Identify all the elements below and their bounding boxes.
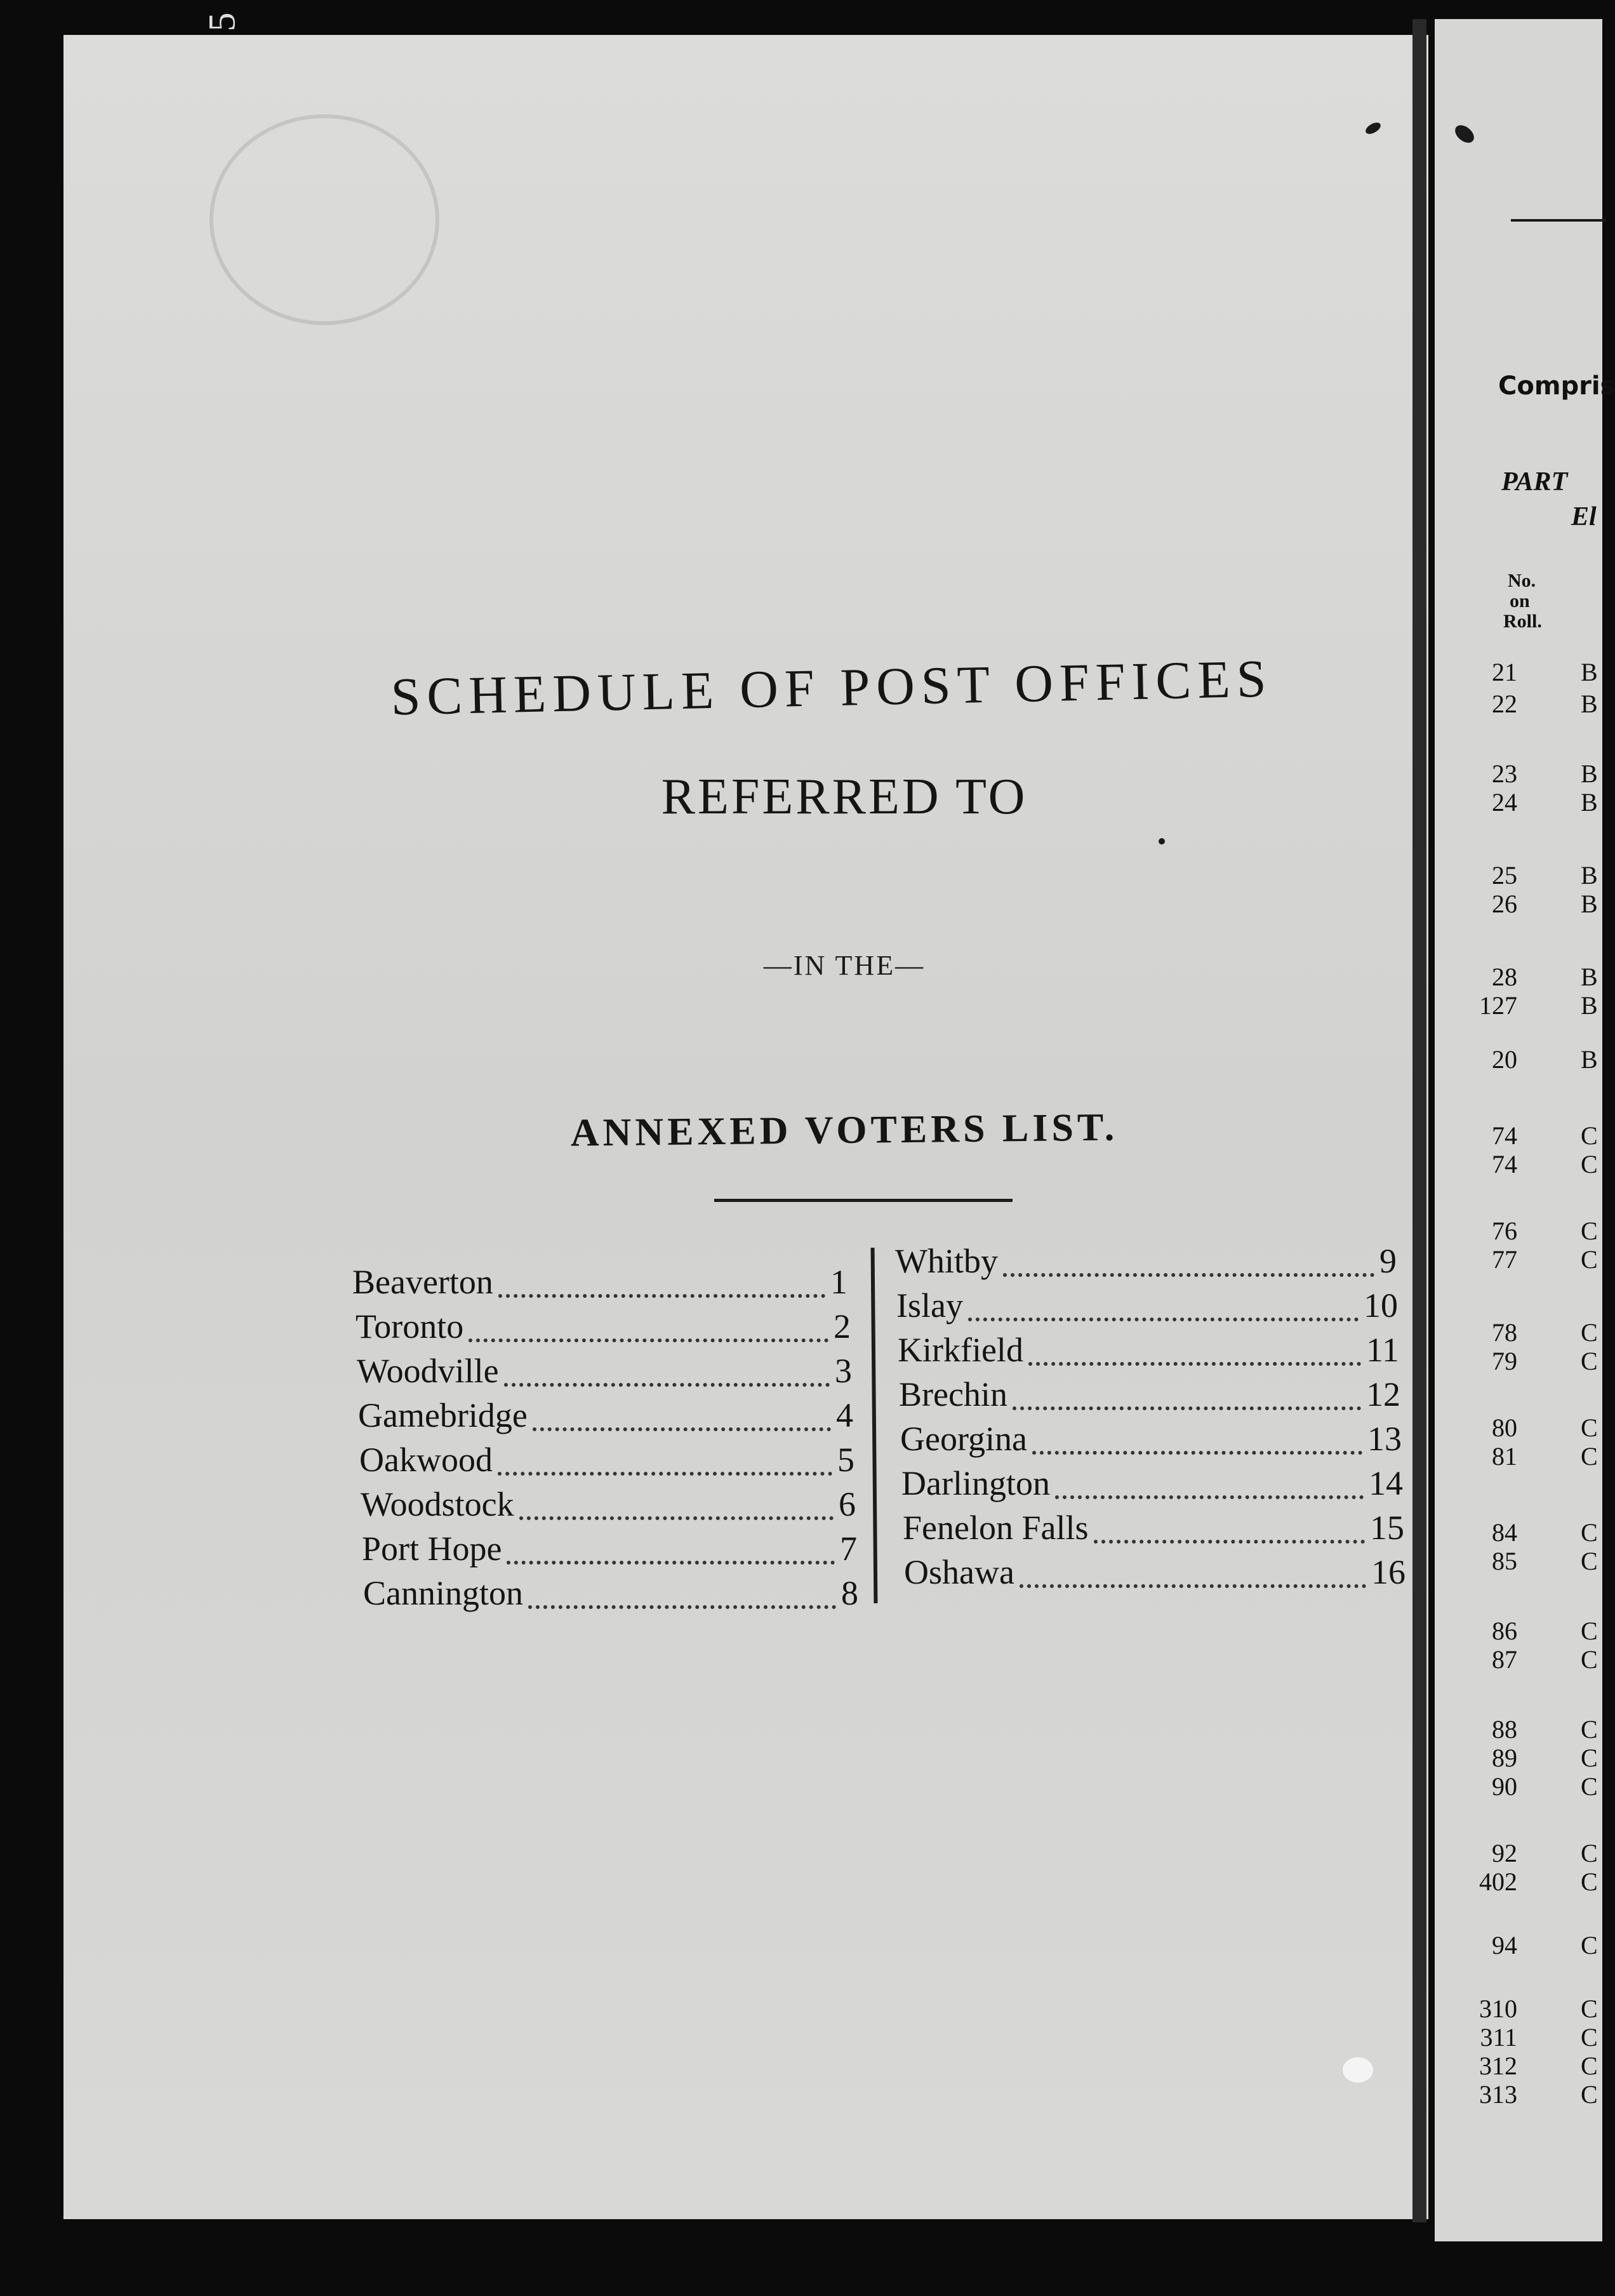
roll-header-line2: on bbox=[1510, 591, 1530, 611]
roll-number: 313 bbox=[1479, 2080, 1517, 2109]
post-office-entry bbox=[901, 1464, 1403, 1504]
roll-name-initial: C bbox=[1581, 1121, 1598, 1150]
roll-number: 312 bbox=[1479, 2052, 1517, 2080]
roll-number: 24 bbox=[1492, 788, 1517, 817]
schedule-title: SCHEDULE OF POST OFFICES bbox=[390, 649, 1273, 727]
post-office-name: Toronto bbox=[356, 1307, 464, 1345]
roll-number: 88 bbox=[1492, 1715, 1517, 1744]
post-office-entry bbox=[363, 1573, 858, 1614]
leader-dots bbox=[1094, 1530, 1366, 1544]
post-office-entry bbox=[361, 1485, 856, 1525]
faded-stamp bbox=[209, 114, 439, 325]
roll-name-initial: C bbox=[1581, 2080, 1598, 2109]
post-office-number: 11 bbox=[1366, 1331, 1399, 1369]
roll-number: 26 bbox=[1492, 890, 1517, 918]
roll-name-initial: C bbox=[1581, 1715, 1598, 1744]
leader-dots bbox=[519, 1506, 834, 1520]
roll-name-initial: C bbox=[1581, 2023, 1598, 2052]
roll-number: 310 bbox=[1479, 1994, 1517, 2023]
post-office-number: 7 bbox=[840, 1530, 857, 1568]
roll-name-initial: C bbox=[1581, 1617, 1598, 1645]
post-office-entry bbox=[903, 1508, 1404, 1549]
roll-number: 89 bbox=[1492, 1744, 1517, 1772]
roll-name-initial: B bbox=[1581, 861, 1598, 890]
post-office-name: Brechin bbox=[899, 1375, 1007, 1413]
post-office-entry bbox=[898, 1330, 1399, 1371]
post-office-name: Islay bbox=[896, 1286, 963, 1325]
roll-name-initial: C bbox=[1581, 1645, 1598, 1674]
roll-number: 78 bbox=[1492, 1318, 1517, 1347]
roll-name-initial: B bbox=[1581, 963, 1598, 991]
leader-dots bbox=[528, 1595, 836, 1609]
post-office-entry bbox=[359, 1440, 854, 1481]
roll-name-initial: C bbox=[1581, 1318, 1598, 1347]
ink-speck bbox=[1159, 838, 1165, 844]
post-office-number: 3 bbox=[835, 1352, 852, 1390]
roll-name-initial: C bbox=[1581, 1547, 1598, 1575]
roll-name-initial: B bbox=[1581, 690, 1598, 718]
leader-dots bbox=[1020, 1574, 1366, 1588]
page-fold-line bbox=[1412, 19, 1426, 2222]
roll-number: 127 bbox=[1479, 991, 1517, 1020]
leader-dots bbox=[507, 1551, 835, 1565]
roll-name-initial: C bbox=[1581, 1772, 1598, 1801]
post-office-number: 4 bbox=[836, 1396, 853, 1434]
roll-name-initial: C bbox=[1581, 1150, 1598, 1178]
roll-name-initial: B bbox=[1581, 658, 1598, 686]
post-office-number: 16 bbox=[1371, 1553, 1406, 1591]
post-office-name: Gamebridge bbox=[358, 1396, 528, 1434]
post-office-name: Kirkfield bbox=[898, 1331, 1023, 1369]
leader-dots bbox=[504, 1373, 830, 1387]
post-office-name: Fenelon Falls bbox=[903, 1509, 1089, 1547]
post-office-entry bbox=[362, 1529, 857, 1570]
post-office-name: Woodstock bbox=[361, 1485, 514, 1523]
part-label-line2: El bbox=[1571, 502, 1597, 531]
post-office-entry bbox=[904, 1552, 1406, 1593]
leader-dots bbox=[1055, 1485, 1364, 1499]
post-office-number: 2 bbox=[834, 1307, 851, 1345]
roll-number: 94 bbox=[1492, 1931, 1517, 1959]
roll-number: 21 bbox=[1492, 658, 1517, 686]
post-office-entry bbox=[358, 1396, 853, 1436]
post-office-number: 14 bbox=[1369, 1464, 1403, 1502]
roll-number: 85 bbox=[1492, 1547, 1517, 1575]
leader-dots bbox=[498, 1462, 832, 1476]
post-office-number: 10 bbox=[1364, 1286, 1398, 1325]
post-office-number: 13 bbox=[1367, 1420, 1402, 1458]
roll-number: 81 bbox=[1492, 1442, 1517, 1471]
roll-number: 76 bbox=[1492, 1217, 1517, 1245]
post-office-name: Oakwood bbox=[359, 1441, 493, 1479]
post-office-entry bbox=[356, 1307, 851, 1347]
post-office-number: 1 bbox=[830, 1263, 847, 1301]
roll-name-initial: C bbox=[1581, 1867, 1598, 1896]
comprising-label: Compris bbox=[1498, 371, 1615, 401]
leader-dots bbox=[498, 1284, 825, 1298]
leader-dots bbox=[1032, 1441, 1362, 1455]
roll-name-initial: C bbox=[1581, 2052, 1598, 2080]
post-office-name: Oshawa bbox=[904, 1553, 1014, 1591]
post-office-entry bbox=[357, 1351, 852, 1392]
post-office-number: 9 bbox=[1379, 1242, 1397, 1280]
roll-number: 74 bbox=[1492, 1150, 1517, 1178]
roll-number: 25 bbox=[1492, 861, 1517, 890]
post-office-entry bbox=[900, 1419, 1402, 1460]
roll-name-initial: C bbox=[1581, 1744, 1598, 1772]
post-office-name: Beaverton bbox=[352, 1263, 493, 1301]
roll-number: 22 bbox=[1492, 690, 1517, 718]
roll-number: 74 bbox=[1492, 1121, 1517, 1150]
post-office-number: 15 bbox=[1370, 1509, 1404, 1547]
roll-number: 80 bbox=[1492, 1413, 1517, 1442]
title-rule bbox=[714, 1199, 1013, 1202]
post-office-name: Cannington bbox=[363, 1574, 523, 1612]
roll-name-initial: C bbox=[1581, 1217, 1598, 1245]
post-office-name: Georgina bbox=[900, 1420, 1027, 1458]
paper-speck bbox=[1343, 2057, 1373, 2083]
roll-name-initial: C bbox=[1581, 1931, 1598, 1959]
roll-name-initial: B bbox=[1581, 890, 1598, 918]
post-office-entry bbox=[896, 1286, 1398, 1326]
post-office-name: Woodville bbox=[357, 1352, 499, 1390]
roll-number: 90 bbox=[1492, 1772, 1517, 1801]
roll-number: 23 bbox=[1492, 759, 1517, 788]
leader-dots bbox=[1003, 1263, 1374, 1277]
part-label: PART bbox=[1501, 467, 1568, 497]
roll-name-initial: C bbox=[1581, 1518, 1598, 1547]
roll-number: 20 bbox=[1492, 1045, 1517, 1074]
post-office-entry bbox=[352, 1262, 847, 1303]
roll-number: 84 bbox=[1492, 1518, 1517, 1547]
header-rule bbox=[1511, 219, 1606, 222]
list-title: ANNEXED VOTERS LIST. bbox=[570, 1105, 1119, 1155]
post-office-number: 8 bbox=[841, 1574, 858, 1612]
roll-number: 86 bbox=[1492, 1617, 1517, 1645]
roll-name-initial: B bbox=[1581, 1045, 1598, 1074]
roll-name-initial: B bbox=[1581, 788, 1598, 817]
roll-header-line3: Roll. bbox=[1503, 611, 1542, 632]
post-office-name: Port Hope bbox=[362, 1530, 502, 1568]
roll-name-initial: C bbox=[1581, 1245, 1598, 1274]
schedule-subtitle: REFERRED TO bbox=[661, 769, 1028, 825]
roll-name-initial: C bbox=[1581, 1413, 1598, 1442]
post-office-name: Darlington bbox=[901, 1464, 1050, 1502]
leader-dots bbox=[533, 1417, 831, 1431]
roll-header-line1: No. bbox=[1508, 570, 1536, 591]
post-office-name: Whitby bbox=[895, 1242, 998, 1280]
roll-number: 92 bbox=[1492, 1839, 1517, 1867]
right-page bbox=[1435, 19, 1615, 2241]
roll-number: 79 bbox=[1492, 1347, 1517, 1375]
roll-number: 402 bbox=[1479, 1867, 1517, 1896]
corner-mark: 5 bbox=[201, 12, 243, 32]
post-office-number: 6 bbox=[839, 1485, 856, 1523]
roll-name-initial: B bbox=[1581, 991, 1598, 1020]
post-office-number: 12 bbox=[1366, 1375, 1400, 1413]
roll-number: 87 bbox=[1492, 1645, 1517, 1674]
leader-dots bbox=[1013, 1396, 1361, 1410]
roll-name-initial: B bbox=[1581, 759, 1598, 788]
roll-number: 28 bbox=[1492, 963, 1517, 991]
connector-text: —IN THE— bbox=[763, 950, 926, 981]
roll-name-initial: C bbox=[1581, 1347, 1598, 1375]
roll-name-initial: C bbox=[1581, 1994, 1598, 2023]
post-office-number: 5 bbox=[837, 1441, 854, 1479]
roll-number: 311 bbox=[1480, 2023, 1517, 2052]
roll-name-initial: C bbox=[1581, 1442, 1598, 1471]
post-office-entry bbox=[895, 1241, 1397, 1282]
leader-dots bbox=[968, 1307, 1359, 1321]
leader-dots bbox=[469, 1328, 828, 1342]
post-office-entry bbox=[899, 1375, 1400, 1415]
leader-dots bbox=[1028, 1352, 1361, 1366]
roll-number: 77 bbox=[1492, 1245, 1517, 1274]
roll-name-initial: C bbox=[1581, 1839, 1598, 1867]
